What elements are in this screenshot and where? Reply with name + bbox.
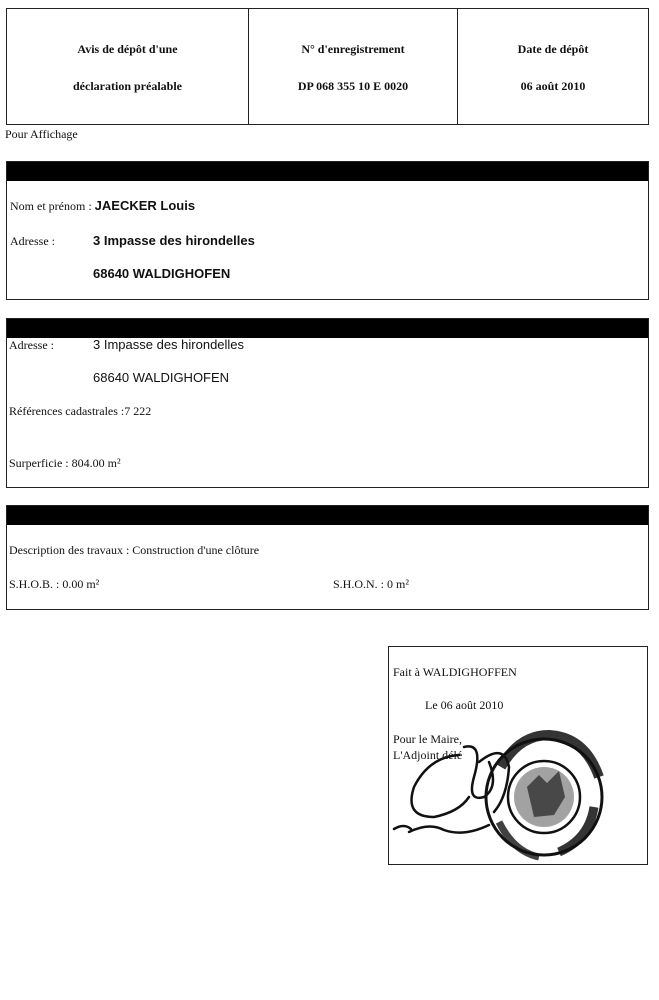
land-area: Surperficie : 804.00 m² [9, 456, 121, 470]
signature-box [388, 646, 648, 865]
works-section [6, 505, 649, 610]
deposit-date-cell [458, 9, 648, 124]
land-address-line1: 3 Impasse des hirondelles [93, 337, 245, 352]
land-address-line2: 68640 WALDIGHOFEN [93, 370, 230, 385]
applicant-address-label: Adresse : [10, 234, 55, 248]
section-header-bar [7, 506, 648, 525]
shon-value: S.H.O.N. : 0 m² [333, 577, 409, 591]
fait-a-line: Fait à WALDIGHOFFEN [393, 665, 517, 679]
section-header-bar [7, 162, 648, 181]
signature-date: Le 06 août 2010 [425, 698, 504, 712]
cadastral-references: Références cadastrales :7 222 [9, 404, 152, 418]
applicant-address-line1: 3 Impasse des hirondelles [93, 233, 255, 248]
registration-label: N° d'enregistrement [301, 42, 405, 56]
pour-affichage-label: Pour Affichage [5, 127, 78, 141]
deposit-date-label: Date de dépôt [517, 42, 589, 56]
registration-cell [249, 9, 458, 124]
applicant-section [6, 161, 649, 300]
section-header-bar [7, 319, 648, 338]
applicant-address-line2: 68640 WALDIGHOFEN [93, 266, 231, 281]
land-address-label: Adresse : [9, 338, 54, 352]
registration-number: DP 068 355 10 E 0020 [297, 79, 409, 93]
pour-le-maire: Pour le Maire, [393, 732, 462, 746]
adjoint-line: L'Adjoint délé [393, 748, 463, 762]
notice-type-line1: Avis de dépôt d'une [77, 42, 178, 56]
deposit-date-value: 06 août 2010 [520, 79, 586, 93]
notice-type-line2: déclaration préalable [73, 79, 182, 93]
applicant-name-row [10, 198, 195, 214]
stamp-and-signature [389, 647, 646, 863]
notice-type-cell [7, 9, 249, 124]
name-label: Nom et prénom : [10, 199, 95, 213]
applicant-name: JAECKER Louis [94, 198, 196, 213]
works-description: Description des travaux : Construction d'une clôture [9, 543, 260, 557]
shob-value: S.H.O.B. : 0.00 m² [9, 577, 100, 591]
header-table [6, 8, 649, 125]
land-section [6, 318, 649, 488]
